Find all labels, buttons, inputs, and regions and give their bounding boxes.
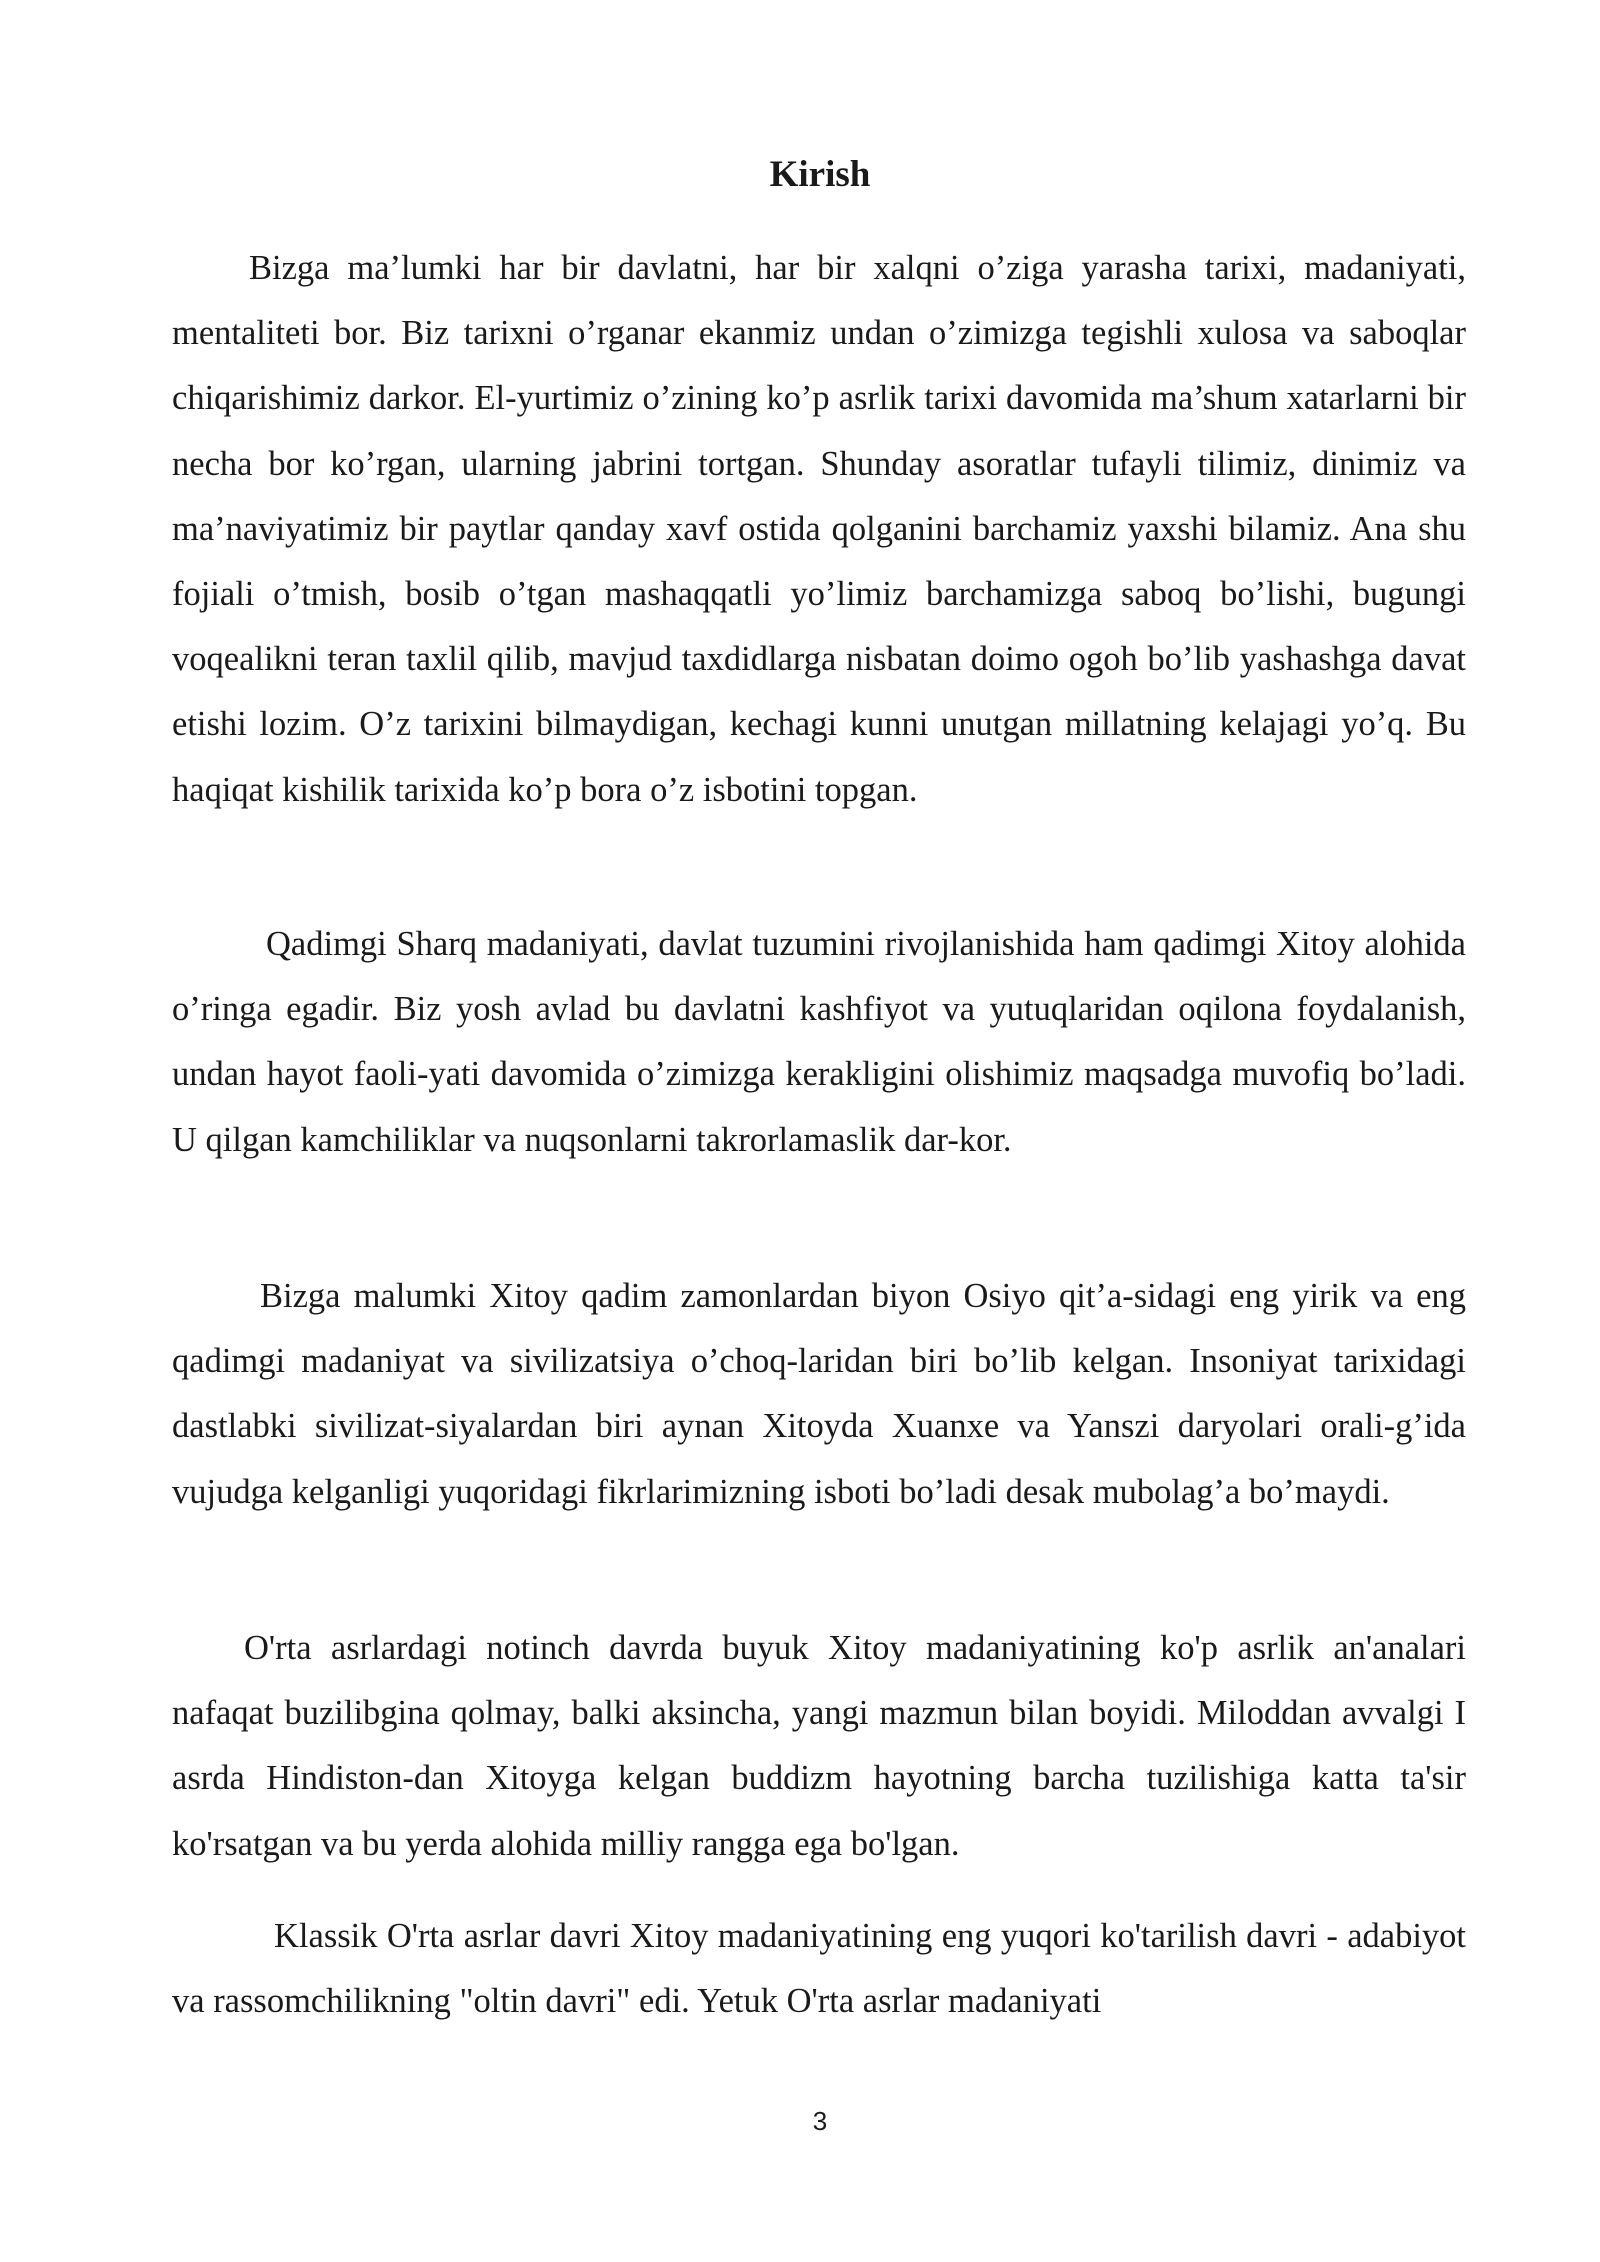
paragraph-ancient-east: Qadimgi Sharq madaniyati, davlat tuzumini rivojlanishida ham qadimgi Xitoy alohida o’ringa egadir. Biz yosh avlad bu davlatni kashfiyot va yutuqlaridan oqilona foydalanish, undan hayot faoli-yati davomida o’zimizga kerakligini olishimiz maqsadga muvofiq bo’ladi. U qilgan kamchiliklar va nuqsonlarni takrorlamaslik dar-kor. xyxy=(172,925,1466,1159)
paragraph-china-civilization: Bizga malumki Xitoy qadim zamonlardan biyon Osiyo qit’a-sidagi eng yirik va eng qadimgi madaniyat va sivilizatsiya o’choq-laridan biri bo’lib kelgan. Insoniyat tarixidagi dastlabki sivilizat-siyalardan biri aynan Xitoyda Xuanxe va Yanszi daryolari orali-g’ida vujudga kelganligi yuqoridagi fikrlarimizning isboti bo’ladi desak mubolag’a bo’maydi. xyxy=(172,1277,1466,1511)
paragraph-classical-period: Klassik O'rta asrlar davri Xitoy madaniyatining eng yuqori ko'tarilish davri - adabiyot va rassomchilikning "oltin davri" edi. Yetuk O'rta asrlar madaniyati xyxy=(172,1917,1466,2021)
paragraph-middle-ages: O'rta asrlardagi notinch davrda buyuk Xitoy madaniyatining ko'p asrlik an'analari nafaqat buzilibgina qolmay, balki aksincha, yangi mazmun bilan boyidi. Miloddan avvalgi I asrda Hindiston-dan Xitoyga kelgan buddizm hayotning barcha tuzilishiga katta ta'sir ko'rsatgan va bu yerda alohida milliy rangga ega bo'lgan. xyxy=(172,1629,1466,1863)
paragraph-intro: Bizga ma’lumki har bir davlatni, har bir xalqni o’ziga yarasha tarixi, madaniyati, mentaliteti bor. Biz tarixni o’rganar ekanmiz undan o’zimizga tegishli xulosa va saboqlar chiqarishimiz darkor. El-yurtimiz o’zining ko’p asrlik tarixi davomida ma’shum xatarlarni bir necha bor ko’rgan, ularning jabrini tortgan. Shunday asoratlar tufayli tilimiz, dinimiz va ma’naviyatimiz bir paytlar qanday xavf ostida qolganini barchamiz yaxshi bilamiz. Ana shu fojiali o’tmish, bosib o’tgan mashaqqatli yo’limiz barchamizga saboq bo’lishi, bugungi voqealikni teran taxlil qilib, mavjud taxdidlarga nisbatan doimo ogoh bo’lib yashashga davat etishi lozim. O’z tarixini bilmaydigan, kechagi kunni unutgan millatning kelajagi yo’q. Bu haqiqat kishilik tarixida ko’p bora o’z isbotini topgan. xyxy=(172,249,1466,809)
page-number: 3 xyxy=(812,2106,828,2136)
page-title: Kirish xyxy=(769,154,871,195)
